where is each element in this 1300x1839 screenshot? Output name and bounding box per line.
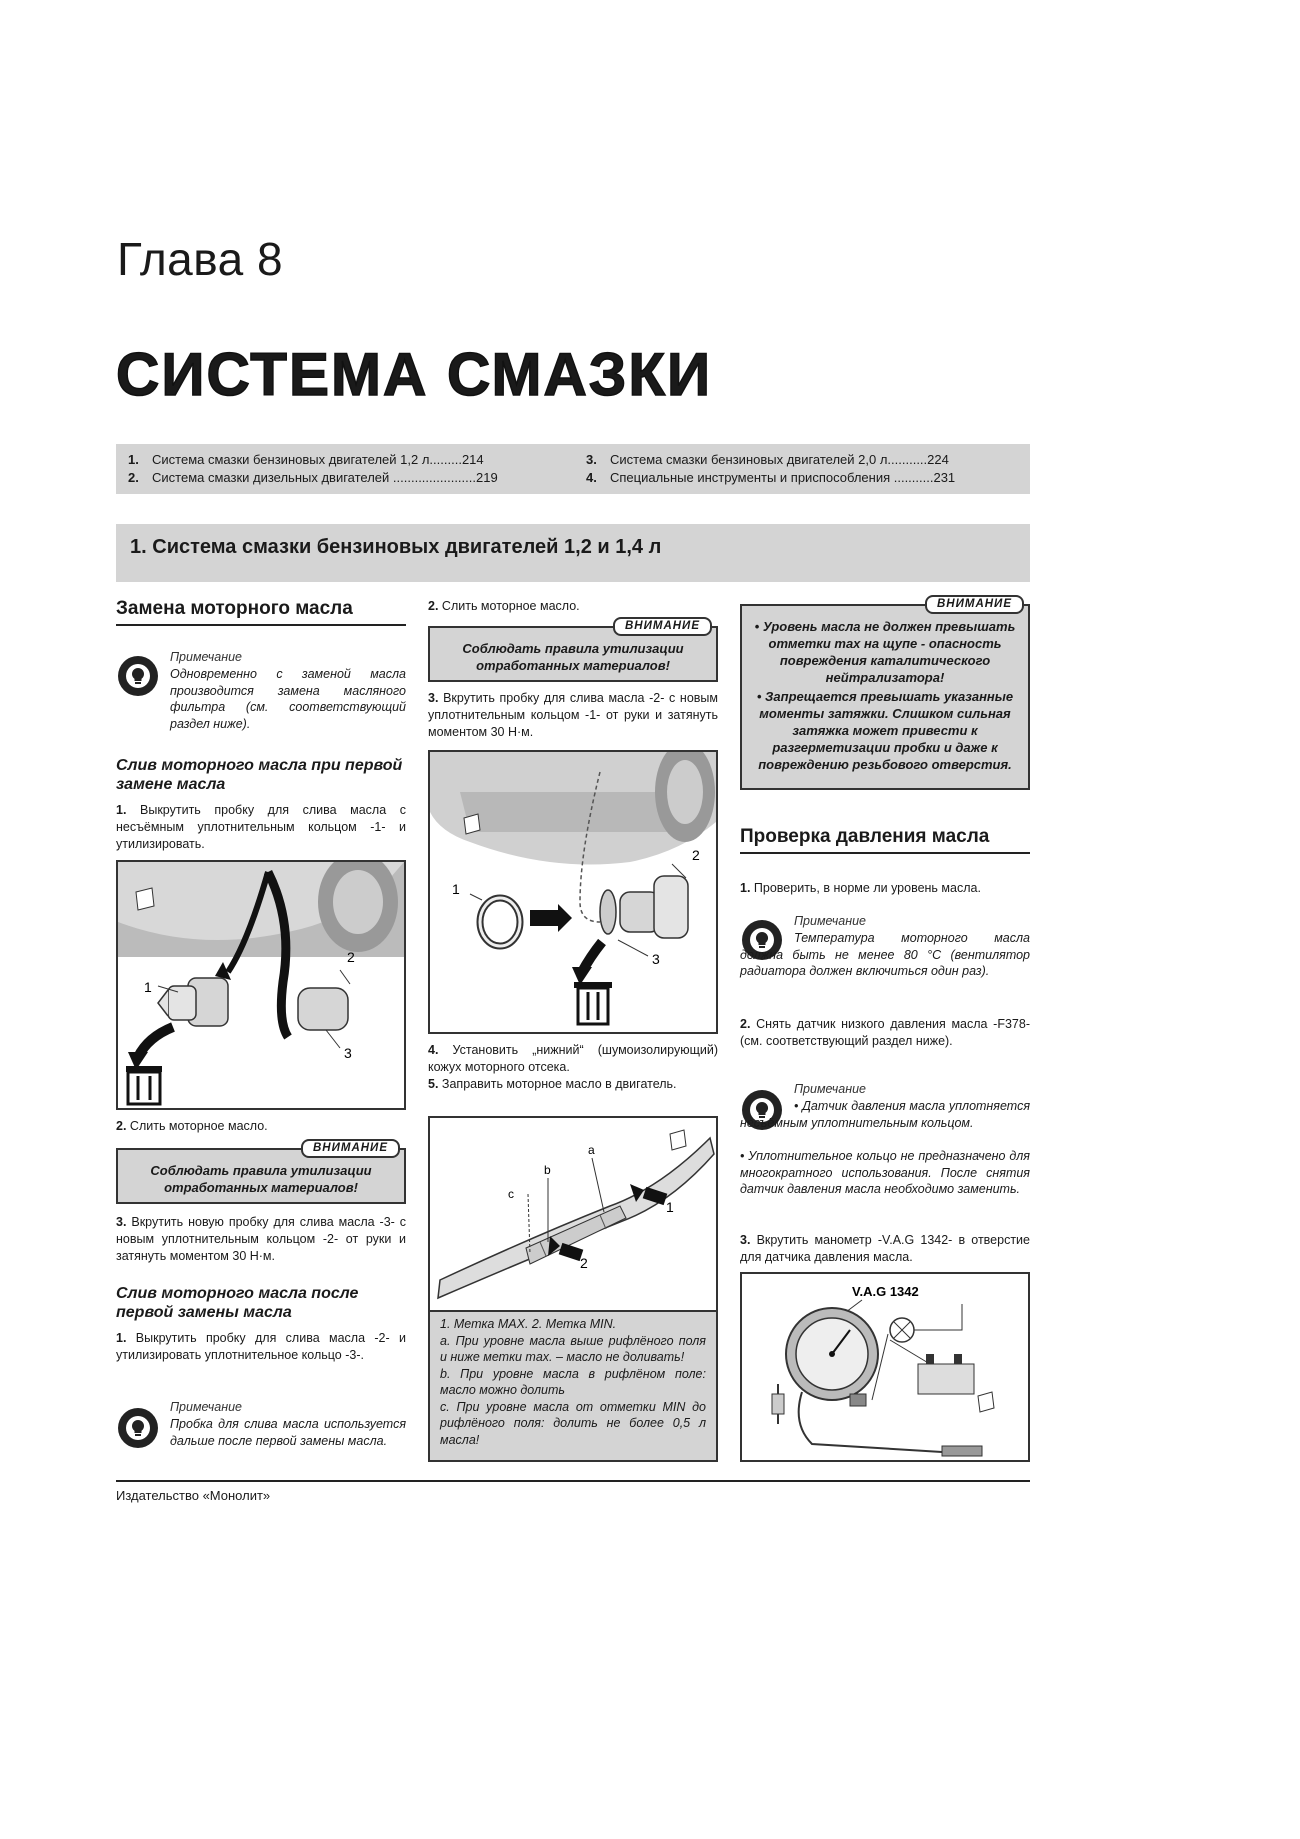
gauge-label: V.A.G 1342 xyxy=(852,1284,919,1299)
note-label: Примечание xyxy=(794,1082,866,1096)
drain-plug-illustration xyxy=(118,862,404,1108)
toc-item[interactable]: 4. Специальные инструменты и приспособления ...........231 xyxy=(586,470,956,485)
caption-line: a. При уровне масла выше рифлёного поля и ниже метки max. – масло не доливать! xyxy=(440,1333,706,1364)
drain-plug-illustration xyxy=(430,752,716,1032)
step: 3. Вкрутить манометр -V.A.G 1342- в отверстие для датчика давления масла. xyxy=(740,1233,1030,1264)
dipstick-label: c xyxy=(508,1187,514,1201)
step: 4. Установить „нижний“ (шумоизолирующий) кожух моторного отсека. xyxy=(428,1043,718,1074)
warning-box xyxy=(740,598,1030,790)
dipstick-label: 1 xyxy=(666,1199,674,1215)
pressure-gauge-figure xyxy=(740,1272,1030,1462)
step: 1. Выкрутить пробку для слива масла -2- и утилизировать уплотнительное кольцо -3-. xyxy=(116,1331,406,1362)
warning-text: Соблюдать правила утилизации отработанных материалов! xyxy=(462,641,684,673)
heading-oil-change: Замена моторного масла xyxy=(116,598,406,626)
dipstick-caption xyxy=(428,1312,718,1462)
warning-tag: ВНИМАНИЕ xyxy=(925,595,1024,614)
toc-item[interactable]: 3. Система смазки бензиновых двигателей 2,0 л...........224 xyxy=(586,452,949,467)
note-text: • Датчик давления масла уплотняется несъёмным уплотнительным кольцом. xyxy=(740,1099,1030,1130)
note-text: Одновременно с заменой масла производится замена масляного фильтра (см. соответствующий раздел ниже). xyxy=(170,667,406,731)
note-label: Примечание xyxy=(170,1400,242,1414)
dipstick-label: b xyxy=(544,1163,551,1177)
fig-label: 1 xyxy=(452,881,460,897)
caption-line: c. При уровне масла от отметки MIN до рифлёного поля: долить не более 0,5 л масла! xyxy=(440,1399,706,1447)
chapter-title: СИСТЕМА СМАЗКИ xyxy=(116,341,713,408)
fig-label: 3 xyxy=(344,1045,352,1061)
heading-drain-first: Слив моторного масла при первой замене масла xyxy=(116,757,403,793)
chapter-label: Глава 8 xyxy=(117,233,284,285)
drain-plug-figure xyxy=(116,860,406,1110)
footer-divider xyxy=(116,1480,1030,1482)
dipstick-label: a xyxy=(588,1143,595,1157)
note-label: Примечание xyxy=(170,650,242,664)
fig-label: 1 xyxy=(144,979,152,995)
step: 2. Снять датчик низкого давления масла -F378- (см. соответствующий раздел ниже). xyxy=(740,1017,1030,1048)
lightbulb-icon xyxy=(118,1408,158,1448)
section-title: Система смазки бензиновых двигателей 1,2 и 1,4 л xyxy=(152,536,662,558)
step: 3. Вкрутить новую пробку для слива масла -3- с новым уплотнительным кольцом -2- от руки и затянуть моментом 30 Н·м. xyxy=(116,1215,406,1263)
warning-tag: ВНИМАНИЕ xyxy=(613,617,712,636)
toc-item[interactable]: 2. Система смазки дизельных двигателей .......................219 xyxy=(128,470,498,485)
heading-drain-after: Слив моторного масла после первой замены масла xyxy=(116,1285,359,1321)
warning-box xyxy=(116,1142,406,1204)
step: 5. Заправить моторное масло в двигатель. xyxy=(428,1077,677,1091)
step: 2. Слить моторное масло. xyxy=(116,1119,268,1133)
fig-label: 2 xyxy=(347,949,355,965)
note-label: Примечание xyxy=(794,914,866,928)
step: 1. Выкрутить пробку для слива масла с несъёмным уплотнительным кольцом -1- и утилизировать. xyxy=(116,803,406,851)
warning-text: • Уровень масла не должен превышать отметки max на щупе - опасность повреждения каталитического нейтрализатора! xyxy=(754,619,1016,685)
step: 2. Слить моторное масло. xyxy=(428,599,580,613)
section-number: 1. xyxy=(130,536,147,558)
fig-label: 3 xyxy=(652,951,660,967)
dipstick-illustration xyxy=(430,1118,716,1310)
caption-line: 1. Метка MAX. 2. Метка MIN. xyxy=(440,1317,617,1331)
step: 1. Проверить, в норме ли уровень масла. xyxy=(740,881,981,895)
toc-item[interactable]: 1. Система смазки бензиновых двигателей 1,2 л.........214 xyxy=(128,452,484,467)
note-text: Температура моторного масла должна быть не менее 80 °C (вентилятор радиатора должен включиться один раз). xyxy=(740,931,1030,978)
note-text: • Уплотнительное кольцо не предназначено для многократного использования. После снятия датчик давления масла необходимо заменить. xyxy=(740,1149,1030,1196)
section-header xyxy=(116,522,1030,582)
publisher-footer: Издательство «Монолит» xyxy=(116,1488,271,1503)
caption-line: b. При уровне масла в рифлёном поле: масло можно долить xyxy=(440,1366,706,1397)
warning-text: Соблюдать правила утилизации отработанных материалов! xyxy=(150,1163,372,1195)
drain-plug-figure xyxy=(428,750,718,1034)
note-text: Пробка для слива масла используется дальше после первой замены масла. xyxy=(170,1417,406,1448)
table-of-contents xyxy=(116,444,1030,494)
dipstick-label: 2 xyxy=(580,1255,588,1271)
warning-tag: ВНИМАНИЕ xyxy=(301,1139,400,1158)
heading-pressure-check: Проверка давления масла xyxy=(740,826,1030,854)
pressure-gauge-illustration xyxy=(742,1274,1028,1460)
warning-text: • Запрещается превышать указанные моменты затяжки. Слишком сильная затяжка может привести к разгерметизации пробки и даже к повреждению резьбового отверстия. xyxy=(756,689,1014,772)
warning-box xyxy=(428,620,718,682)
dipstick-figure xyxy=(428,1116,718,1312)
step: 3. Вкрутить пробку для слива масла -2- с новым уплотнительным кольцом -1- от руки и затянуть моментом 30 Н·м. xyxy=(428,691,718,739)
lightbulb-icon xyxy=(118,656,158,696)
fig-label: 2 xyxy=(692,847,700,863)
